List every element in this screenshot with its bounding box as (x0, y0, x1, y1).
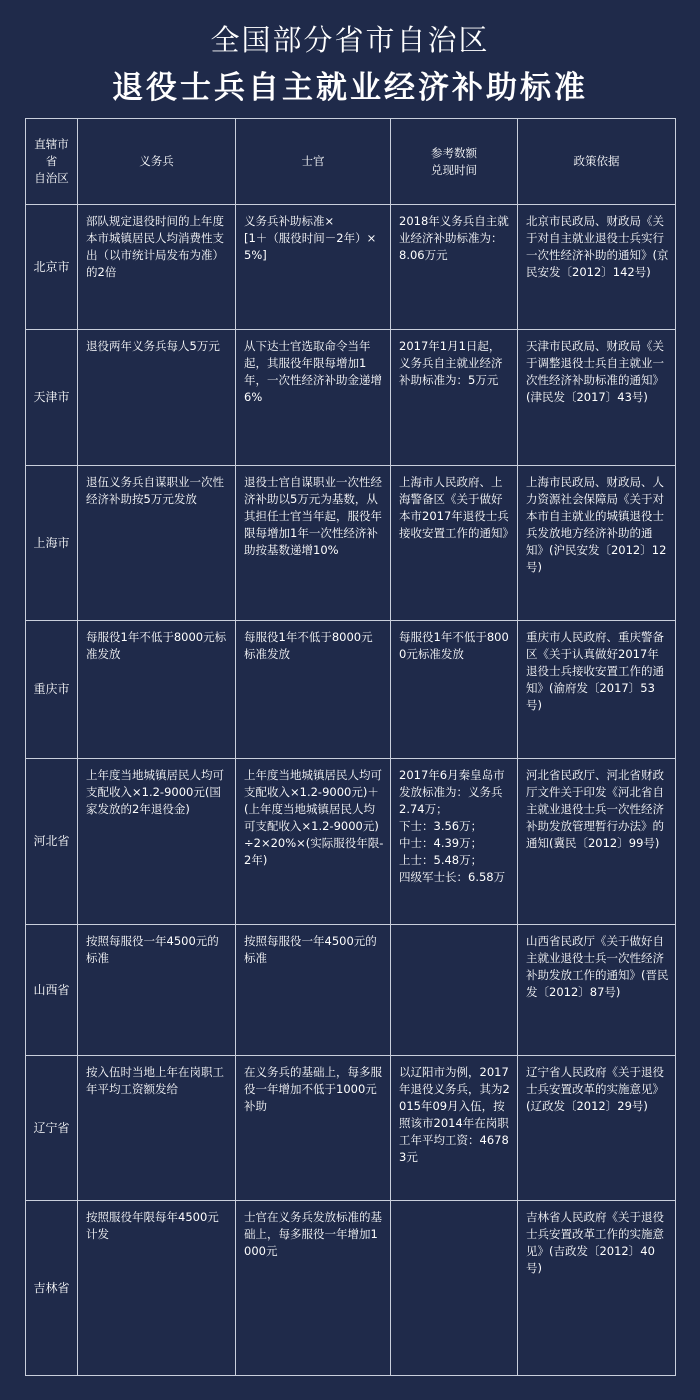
reference-cell: 2017年6月秦皇岛市发放标准为：义务兵2.74万； 下士：3.56万； 中士：4.39万； 上士：5.48万； 四级军士长：6.58万 (391, 759, 518, 925)
region-cell: 天津市 (26, 330, 78, 466)
policy-cell: 北京市民政局、财政局《关于对自主就业退役士兵实行一次性经济补助的通知》(京民安发〔2012〕142号) (518, 205, 676, 330)
reference-cell (391, 1201, 518, 1376)
table-row (26, 925, 676, 1056)
reference-cell: 上海市人民政府、上海警备区《关于做好本市2017年退役士兵接收安置工作的通知》 (391, 466, 518, 621)
conscript-cell: 按入伍时当地上年在岗职工年平均工资额发给 (78, 1056, 236, 1201)
region-cell: 上海市 (26, 466, 78, 621)
page-title-line2: 退役士兵自主就业经济补助标准 (112, 70, 588, 106)
table-row (26, 205, 676, 330)
nco-cell: 上年度当地城镇居民人均可支配收入×1.2-9000元)＋(上年度当地城镇居民人均可支配收入×1.2-9000元)÷2×20%×(实际服役年限-2年) (236, 759, 391, 925)
table-row (26, 1201, 676, 1376)
table-row (26, 1056, 676, 1201)
header-conscript: 义务兵 (78, 119, 236, 205)
header-reference: 参考数额 兑现时间 (391, 119, 518, 205)
nco-cell: 按照每服役一年4500元的标准 (236, 925, 391, 1056)
table-header-row (26, 119, 676, 205)
header-region: 直辖市 省 自治区 (26, 119, 78, 205)
nco-cell: 从下达士官选取命令当年起，其服役年限每增加1年，一次性经济补助金递增6% (236, 330, 391, 466)
policy-cell: 河北省民政厅、河北省财政厅文件关于印发《河北省自主就业退役士兵一次性经济补助发放管理暂行办法》的通知(冀民〔2012〕99号) (518, 759, 676, 925)
conscript-cell: 按照服役年限每年4500元计发 (78, 1201, 236, 1376)
reference-cell: 2017年1月1日起，义务兵自主就业经济补助标准为：5万元 (391, 330, 518, 466)
nco-cell: 义务兵补助标准× [1＋（服役时间－2年）×5%] (236, 205, 391, 330)
reference-cell (391, 925, 518, 1056)
table-row (26, 330, 676, 466)
conscript-cell: 按照每服役一年4500元的标准 (78, 925, 236, 1056)
reference-cell: 2018年义务兵自主就业经济补助标准为：8.06万元 (391, 205, 518, 330)
policy-cell: 上海市民政局、财政局、人力资源社会保障局《关于对本市自主就业的城镇退役士兵发放地方经济补助的通知》(沪民安发〔2012〕12号) (518, 466, 676, 621)
nco-cell: 在义务兵的基础上，每多服役一年增加不低于1000元补助 (236, 1056, 391, 1201)
conscript-cell: 上年度当地城镇居民人均可支配收入×1.2-9000元(国家发放的2年退役金) (78, 759, 236, 925)
policy-cell: 山西省民政厅《关于做好自主就业退役士兵一次性经济补助发放工作的通知》(晋民发〔2012〕87号) (518, 925, 676, 1056)
table-row (26, 621, 676, 759)
policy-cell: 天津市民政局、财政局《关于调整退役士兵自主就业一次性经济补助标准的通知》(津民发〔2017〕43号) (518, 330, 676, 466)
table-row (26, 759, 676, 925)
nco-cell: 退役士官自谋职业一次性经济补助以5万元为基数，从其担任士官当年起，服役年限每增加1年一次性经济补助按基数递增10% (236, 466, 391, 621)
region-cell: 山西省 (26, 925, 78, 1056)
policy-cell: 辽宁省人民政府《关于退役士兵安置改革的实施意见》(辽政发〔2012〕29号) (518, 1056, 676, 1201)
nco-cell: 士官在义务兵发放标准的基础上，每多服役一年增加1000元 (236, 1201, 391, 1376)
header-policy: 政策依据 (518, 119, 676, 205)
nco-cell: 每服役1年不低于8000元标准发放 (236, 621, 391, 759)
reference-cell: 每服役1年不低于8000元标准发放 (391, 621, 518, 759)
reference-cell: 以辽阳市为例，2017年退役义务兵，其为2015年09月入伍，按照该市2014年在岗职工年平均工资：46783元 (391, 1056, 518, 1201)
region-cell: 辽宁省 (26, 1056, 78, 1201)
policy-cell: 重庆市人民政府、重庆警备区《关于认真做好2017年退役士兵接收安置工作的通知》(渝府发〔2017〕53号) (518, 621, 676, 759)
region-cell: 河北省 (26, 759, 78, 925)
conscript-cell: 退伍义务兵自谋职业一次性经济补助按5万元发放 (78, 466, 236, 621)
region-cell: 重庆市 (26, 621, 78, 759)
table-row (26, 466, 676, 621)
region-cell: 吉林省 (26, 1201, 78, 1376)
policy-cell: 吉林省人民政府《关于退役士兵安置改革工作的实施意见》(吉政发〔2012〕40号) (518, 1201, 676, 1376)
header-nco: 士官 (236, 119, 391, 205)
conscript-cell: 退役两年义务兵每人5万元 (78, 330, 236, 466)
page-title-line1: 全国部分省市自治区 (210, 23, 490, 57)
conscript-cell: 每服役1年不低于8000元标准发放 (78, 621, 236, 759)
region-cell: 北京市 (26, 205, 78, 330)
subsidy-table (25, 118, 676, 1376)
conscript-cell: 部队规定退役时间的上年度本市城镇居民人均消费性支出（以市统计局发布为准）的2倍 (78, 205, 236, 330)
